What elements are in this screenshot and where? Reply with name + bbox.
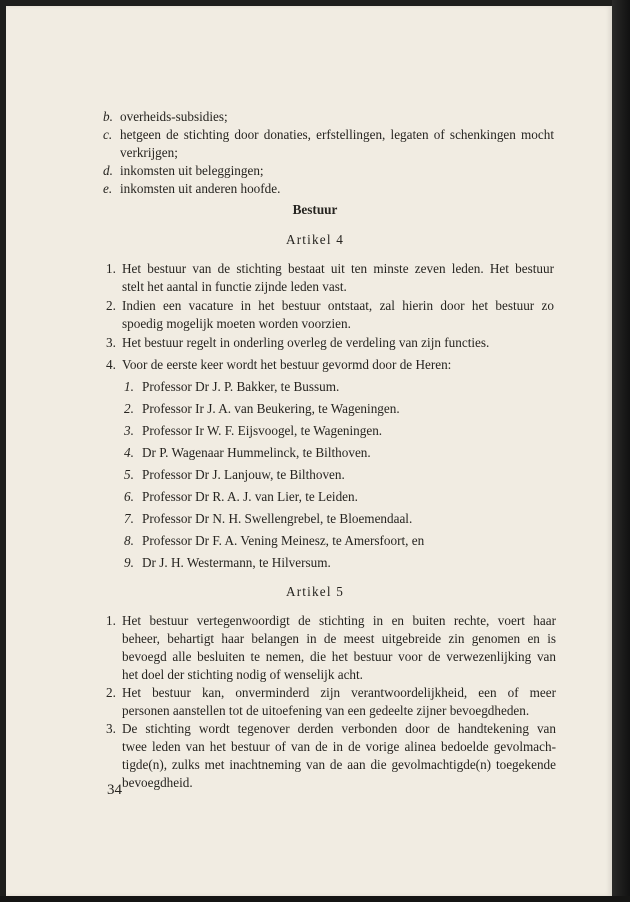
article-5-item-2 (122, 684, 556, 720)
member-name: Professor Ir J. A. van Beukering, te Wageningen. (142, 401, 400, 416)
article-5-item-1 (122, 612, 556, 684)
item-line: Het bestuur vertegenwoordigt de stichting in en buiten rechte, voert haar (122, 613, 556, 628)
item-line: bevoegdheid. (122, 775, 193, 790)
item-line: twee leden van het bestuur of van de in de vorige alinea bedoelde gevolmach- (122, 739, 556, 754)
member-number: 4. (124, 445, 134, 460)
list-letter: b. (103, 109, 113, 124)
item-line: Het bestuur kan, onverminderd zijn verantwoordelijkheid, een of meer (122, 685, 556, 700)
member-number: 3. (124, 423, 134, 438)
item-number: 2. (106, 685, 116, 700)
item-line: bevoegd alle besluiten te nemen, die het bestuur voor de verwezenlijking van (122, 649, 556, 664)
item-number: 4. (106, 357, 116, 372)
member-number: 9. (124, 555, 134, 570)
member-name: Dr J. H. Westermann, te Hilversum. (142, 555, 331, 570)
item-line: spoedig mogelijk moeten worden voorzien. (122, 316, 351, 331)
member-number: 2. (124, 401, 134, 416)
item-line: tigde(n), zulks met inachtneming van de aan die gevolmachtigde(n) toegekende (122, 757, 556, 772)
article-4-item-3: Het bestuur regelt in onderling overleg de verdeling van zijn functies. (122, 335, 490, 350)
item-line: stelt het aantal in functie zijnde leden vast. (122, 279, 347, 294)
article-5-item-3 (122, 720, 556, 792)
member-number: 6. (124, 489, 134, 504)
list-item: inkomsten uit anderen hoofde. (120, 181, 281, 196)
article-4-item-4: Voor de eerste keer wordt het bestuur gevormd door de Heren: (122, 357, 452, 372)
item-line: beheer, behartigt haar belangen in de meest uitgebreide zin genomen en is (122, 631, 556, 646)
list-item: overheids-subsidies; (120, 109, 228, 124)
list-line: verkrijgen; (120, 145, 178, 160)
item-number: 3. (106, 721, 116, 736)
member-name: Professor Ir W. F. Eijsvoogel, te Wageningen. (142, 423, 383, 438)
list-letter: d. (103, 163, 113, 178)
list-letter: e. (103, 181, 113, 196)
article-4-item-2 (122, 297, 554, 333)
member-number: 1. (124, 379, 134, 394)
item-line: Indien een vacature in het bestuur ontstaat, zal hierin door het bestuur zo (122, 298, 554, 313)
page-bottom-shadow (0, 896, 630, 902)
item-number: 2. (106, 298, 116, 313)
list-item (120, 126, 554, 162)
item-line: het doel der stichting nodig of wenselijk acht. (122, 667, 363, 682)
list-letter: c. (103, 127, 113, 142)
list-line: hetgeen de stichting door donaties, erfstellingen, legaten of schenkingen mocht (120, 127, 554, 142)
member-name: Professor Dr F. A. Vening Meinesz, te Amersfoort, en (142, 533, 425, 548)
list-item: inkomsten uit beleggingen; (120, 163, 264, 178)
member-name: Professor Dr J. Lanjouw, te Bilthoven. (142, 467, 345, 482)
member-name: Professor Dr N. H. Swellengrebel, te Bloemendaal. (142, 511, 413, 526)
item-line: De stichting wordt tegenover derden verbonden door de handtekening van (122, 721, 556, 736)
item-number: 1. (106, 261, 116, 276)
item-line: Het bestuur van de stichting bestaat uit ten minste zeven leden. Het bestuur (122, 261, 554, 276)
member-name: Professor Dr R. A. J. van Lier, te Leiden. (142, 489, 358, 504)
member-name: Professor Dr J. P. Bakker, te Bussum. (142, 379, 340, 394)
item-line: personen aanstellen tot de uitoefening van een gedeelte zijner bevoegdheden. (122, 703, 530, 718)
member-number: 7. (124, 511, 134, 526)
member-number: 5. (124, 467, 134, 482)
member-name: Dr P. Wagenaar Hummelinck, te Bilthoven. (142, 445, 371, 460)
article-4-title: Artikel 4 (285, 232, 345, 247)
article-5-title: Artikel 5 (285, 584, 345, 599)
member-number: 8. (124, 533, 134, 548)
page-number: 34 (107, 782, 122, 798)
item-number: 1. (106, 613, 116, 628)
page-edge-shadow (612, 0, 630, 902)
article-4-item-1 (122, 260, 554, 296)
section-title: Bestuur (292, 202, 338, 217)
item-number: 3. (106, 335, 116, 350)
